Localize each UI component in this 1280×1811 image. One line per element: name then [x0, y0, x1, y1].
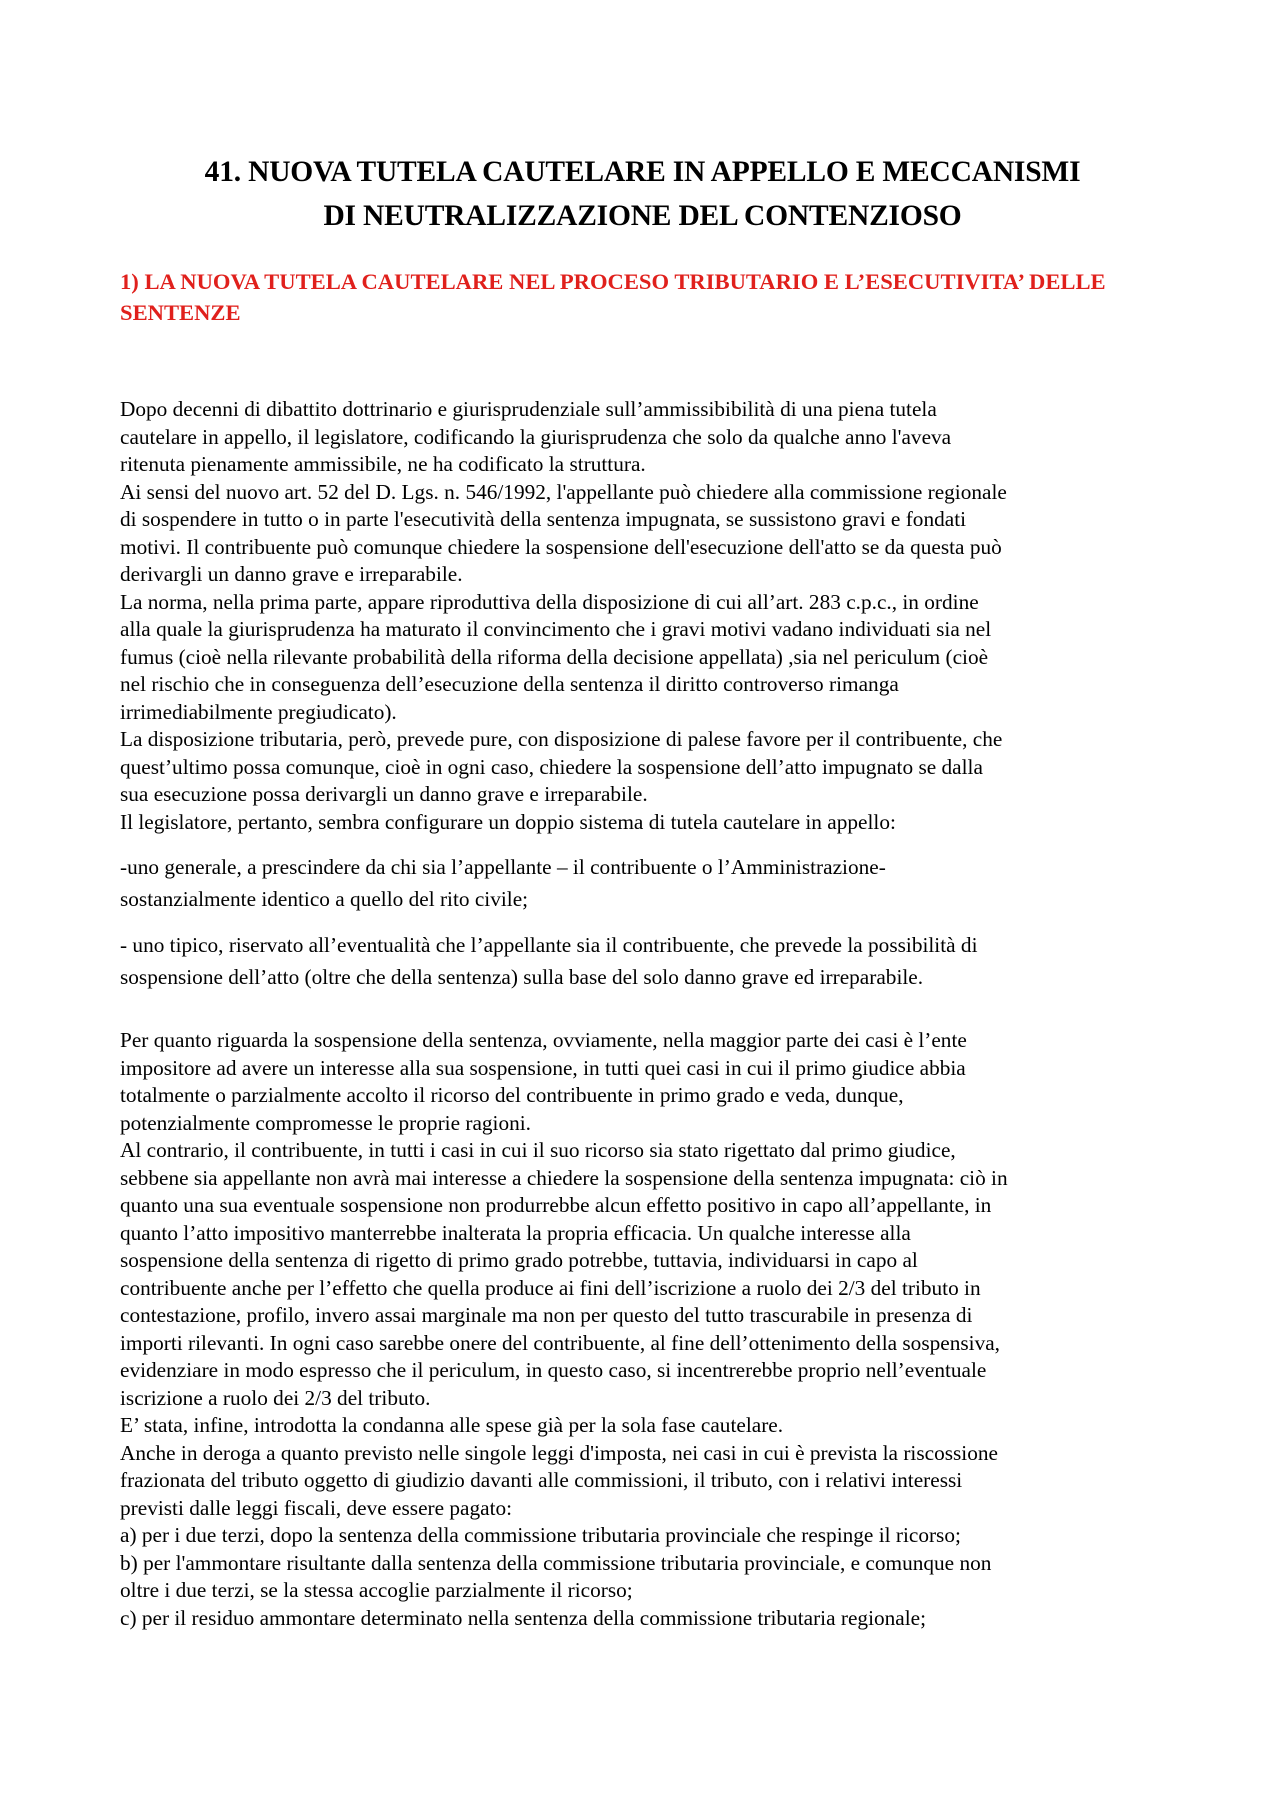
title-line-2: DI NEUTRALIZZAZIONE DEL CONTENZIOSO — [323, 200, 962, 232]
body-line: nel rischio che in conseguenza dell’esecuzione della sentenza il diritto controverso rimanga — [120, 672, 899, 696]
body-line: La norma, nella prima parte, appare riproduttiva della disposizione di cui all’art. 283 c.p.c., in ordine — [120, 589, 979, 614]
body-line: di sospendere in tutto o in parte l'esecutività della sentenza impugnata, se sussistono gravi e fondati — [120, 507, 967, 531]
list-line: sospensione dell’atto (oltre che della sentenza) sulla base del solo danno grave ed irreparabile. — [120, 965, 924, 989]
body-line: E’ stata, infine, introdotta la condanna alle spese già per la sola fase cautelare. — [120, 1413, 784, 1437]
body-line: ritenuta pienamente ammissibile, ne ha codificato la struttura. — [120, 452, 646, 476]
body-line: Per quanto riguarda la sospensione della sentenza, ovviamente, nella maggior parte dei casi è l’ente — [120, 1028, 967, 1052]
section-heading — [120, 266, 1165, 328]
body-line: a) per i due terzi, dopo la sentenza della commissione tributaria provinciale che respinge il ricorso; — [120, 1523, 961, 1547]
body-line: contestazione, profilo, invero assai marginale ma non per questo del tutto trascurabile in presenza di — [120, 1303, 973, 1327]
section-heading-line-2: SENTENZE — [120, 300, 241, 325]
body-line: c) per il residuo ammontare determinato nella sentenza della commissione tributaria regionale; — [120, 1605, 927, 1630]
body-line: b) per l'ammontare risultante dalla sentenza della commissione tributaria provinciale, e comunque non — [120, 1550, 992, 1575]
body-line: importi rilevanti. In ogni caso sarebbe onere del contribuente, al fine dell’ottenimento della sospensiva, — [120, 1330, 1000, 1355]
list-line: -uno generale, a prescindere da chi sia l’appellante – il contribuente o l’Amministrazione- — [120, 855, 886, 879]
body-line: contribuente anche per l’effetto che quella produce ai fini dell’iscrizione a ruolo dei 2/3 del tributo in — [120, 1275, 981, 1300]
body-line: alla quale la giurisprudenza ha maturato il convincimento che i gravi motivi vadano individuati sia nel — [120, 617, 992, 641]
body-line: quest’ultimo possa comunque, cioè in ogni caso, chiedere la sospensione dell’atto impugnato se dalla — [120, 754, 983, 779]
body-line: potenzialmente compromesse le proprie ragioni. — [120, 1110, 532, 1135]
body-line: Dopo decenni di dibattito dottrinario e giurisprudenziale sull’ammissibibilità di una piena tutela — [120, 397, 937, 421]
body-line: totalmente o parzialmente accolto il ricorso del contribuente in primo grado e veda, dunque, — [120, 1083, 904, 1107]
paragraph-spacer — [120, 915, 1165, 929]
body-line: impositore ad avere un interesse alla sua sospensione, in tutti quei casi in cui il primo giudice abbia — [120, 1055, 966, 1080]
body-line: Il legislatore, pertanto, sembra configurare un doppio sistema di tutela cautelare in appello: — [120, 809, 896, 834]
body-line: frazionata del tributo oggetto di giudizio davanti alle commissioni, il tributo, con i relativi interessi — [120, 1468, 963, 1492]
body-line: sebbene sia appellante non avrà mai interesse a chiedere la sospensione della sentenza impugnata: ciò in — [120, 1165, 1008, 1190]
body-line: La disposizione tributaria, però, prevede pure, con disposizione di palese favore per il contribuente, che — [120, 727, 1003, 751]
body-line: Al contrario, il contribuente, in tutti i casi in cui il suo ricorso sia stato rigettato dal primo giudice, — [120, 1138, 956, 1162]
body-line: Ai sensi del nuovo art. 52 del D. Lgs. n. 546/1992, l'appellante può chiedere alla commissione regionale — [120, 479, 1007, 504]
body-line: cautelare in appello, il legislatore, codificando la giurisprudenza che solo da qualche anno l'aveva — [120, 424, 952, 449]
body-line: previsti dalle leggi fiscali, deve essere pagato: — [120, 1495, 513, 1520]
document-title — [120, 150, 1165, 238]
body-line: derivargli un danno grave e irreparabile. — [120, 562, 463, 586]
title-line-1: 41. NUOVA TUTELA CAUTELARE IN APPELLO E MECCANISMI — [204, 156, 1081, 188]
body-line: quanto l’atto impositivo manterrebbe inalterata la propria efficacia. Un qualche interesse alla — [120, 1220, 911, 1245]
list-item-tipico — [120, 929, 1165, 993]
list-line: sostanzialmente identico a quello del rito civile; — [120, 887, 529, 911]
body-line: iscrizione a ruolo dei 2/3 del tributo. — [120, 1385, 431, 1410]
paragraph-spacer — [120, 993, 1165, 1027]
body-line: quanto una sua eventuale sospensione non produrrebbe alcun effetto positivo in capo all’appellante, in — [120, 1193, 992, 1217]
list-line: - uno tipico, riservato all’eventualità che l’appellante sia il contribuente, che prevede la possibilità di — [120, 933, 978, 957]
paragraph-spacer — [120, 836, 1165, 851]
body-line: evidenziare in modo espresso che il periculum, in questo caso, si incentrerebbe proprio nell’eventuale — [120, 1358, 987, 1382]
body-line: irrimediabilmente pregiudicato). — [120, 699, 397, 724]
body-line: oltre i due terzi, se la stessa accoglie parzialmente il ricorso; — [120, 1578, 633, 1602]
body-line: fumus (cioè nella rilevante probabilità della riforma della decisione appellata) ,sia nel periculum (cioè — [120, 644, 989, 669]
document-page — [120, 150, 1165, 1632]
list-item-generale — [120, 851, 1165, 915]
document-body — [120, 396, 1165, 1632]
body-line: sua esecuzione possa derivargli un danno grave e irreparabile. — [120, 782, 648, 806]
paragraph-block-2 — [120, 1027, 1165, 1632]
paragraph-block-1 — [120, 396, 1165, 836]
section-heading-line-1: 1) LA NUOVA TUTELA CAUTELARE NEL PROCESO TRIBUTARIO E L’ESECUTIVITA’ DELLE — [120, 269, 1106, 294]
body-line: motivi. Il contribuente può comunque chiedere la sospensione dell'esecuzione dell'atto se da questa può — [120, 534, 1002, 559]
body-line: Anche in deroga a quanto previsto nelle singole leggi d'imposta, nei casi in cui è prevista la riscossione — [120, 1440, 998, 1465]
body-line: sospensione della sentenza di rigetto di primo grado potrebbe, tuttavia, individuarsi in capo al — [120, 1248, 918, 1272]
